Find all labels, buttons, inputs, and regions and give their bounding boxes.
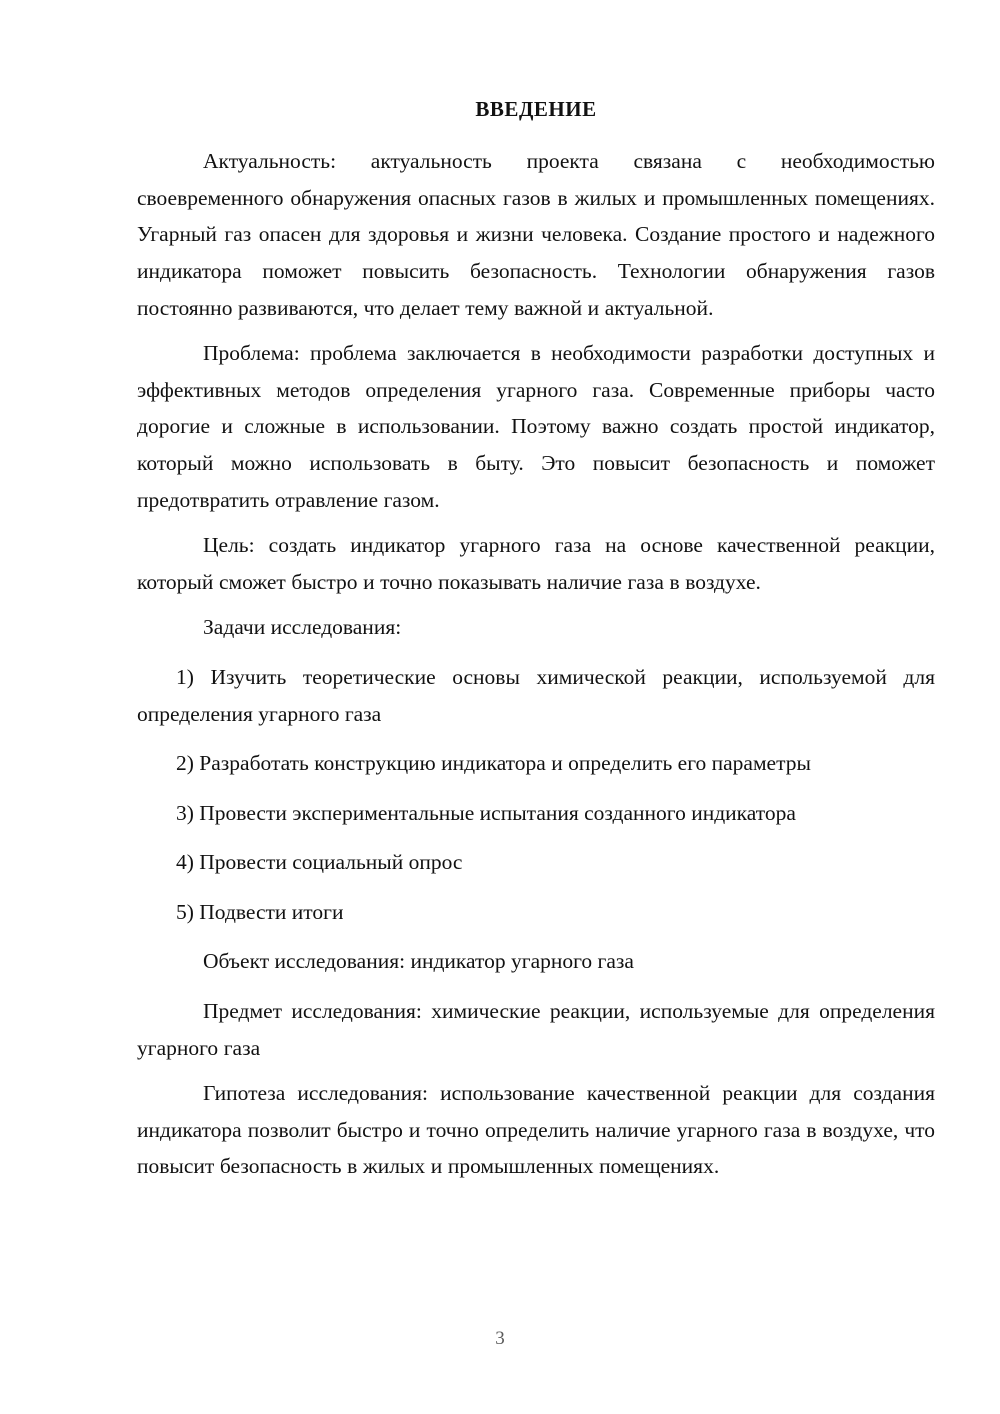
list-item: 1) Изучить теоретические основы химической реакции, используемой для определения угарного газа [137, 664, 935, 726]
paragraph-object: Объект исследования: индикатор угарного газа [203, 949, 634, 974]
paragraph-spacer [137, 980, 935, 993]
paragraph-spacer [137, 326, 935, 335]
paragraph-spacer [137, 930, 935, 943]
document-body [137, 143, 935, 1185]
list-spacer [137, 732, 935, 745]
tasks-heading: Задачи исследования: [203, 615, 402, 640]
paragraph-spacer [137, 1066, 935, 1075]
paragraph-subject: Предмет исследования: химические реакции, используемые для определения угарного газа [137, 999, 935, 1060]
list-spacer [137, 831, 935, 844]
paragraph-problem: Проблема: проблема заключается в необходимости разработки доступных и эффективных методов определения угарного газа. Современные приборы часто дорогие и сложные в использовании. Поэтому важно создать простой индикатор, который можно использовать в быту. Это повысит безопасность и поможет предотвратить отравление газом. [137, 341, 935, 512]
list-item: 2) Разработать конструкцию индикатора и определить его параметры [176, 751, 811, 776]
list-spacer [137, 646, 935, 659]
page-number: 3 [495, 1328, 505, 1349]
paragraph-spacer [137, 600, 935, 609]
paragraph-spacer [137, 518, 935, 527]
list-item: 4) Провести социальный опрос [176, 850, 463, 875]
list-spacer [137, 881, 935, 894]
paragraph-goal: Цель: создать индикатор угарного газа на основе качественной реакции, который сможет быстро и точно показывать наличие газа в воздухе. [137, 533, 935, 594]
list-spacer [137, 782, 935, 795]
paragraph-hypothesis: Гипотеза исследования: использование качественной реакции для создания индикатора позволит быстро и точно определить наличие угарного газа в воздухе, что повысит безопасность в жилых и промышленных помещениях. [137, 1081, 935, 1179]
list-item: 5) Подвести итоги [176, 899, 344, 924]
list-item: 3) Провести экспериментальные испытания созданного индикатора [176, 800, 796, 825]
paragraph-relevance: Актуальность: актуальность проекта связана с необходимостью своевременного обнаружения опасных газов в жилых и промышленных помещениях. Угарный газ опасен для здоровья и жизни человека. Создание простого и надежного индикатора поможет повысить безопасность. Технологии обнаружения газов постоянно развиваются, что делает тему важной и актуальной. [137, 149, 935, 320]
page-content [137, 0, 935, 1185]
page-title: ВВЕДЕНИЕ [475, 97, 597, 121]
